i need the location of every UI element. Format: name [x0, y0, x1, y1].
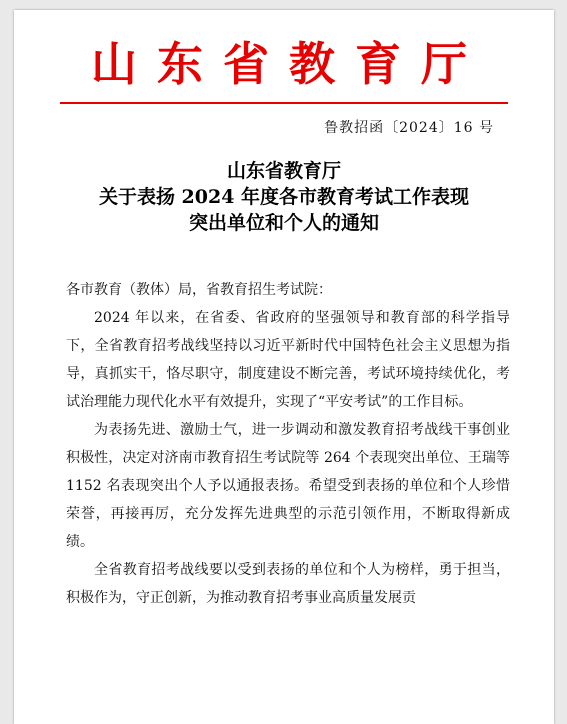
paragraph-2: 为表扬先进、激励士气，进一步调动和激发教育招考战线干事创业积极性，决定对济南市教育招生考试院等 264 个表现突出单位、王瑞等 1152 名表现突出个人予以通报表扬。希望受到表扬的单位和个人珍惜荣誉，再接再厉，充分发挥先进典型的示范引领作用，不断取得新成绩。 — [66, 422, 510, 550]
paragraph-3: 全省教育招考战线要以受到表扬的单位和个人为榜样，勇于担当，积极作为，守正创新，为推动教育招考事业高质量发展贡 — [66, 562, 510, 606]
notice-body — [66, 276, 510, 612]
red-divider-line — [60, 102, 508, 104]
title-line-1: 山东省教育厅 — [226, 160, 341, 182]
document-page — [14, 10, 554, 724]
paragraph-1: 2024 年以来，在省委、省政府的坚强领导和教育部的科学指导下，全省教育招考战线坚持以习近平新时代中国特色社会主义思想为指导，真抓实干，恪尽职守，制度建设不断完善，考试环境持续优化，考试治理能力现代化水平有效提升，实现了“平安考试”的工作目标。 — [66, 310, 510, 410]
notice-title — [14, 158, 554, 236]
masthead-title: 山东省教育厅 — [91, 37, 487, 91]
title-line-2: 关于表扬 2024 年度各市教育考试工作表现 — [98, 186, 470, 208]
title-line-3: 突出单位和个人的通知 — [188, 212, 379, 234]
salutation: 各市教育（教体）局，省教育招生考试院： — [66, 282, 332, 298]
document-number: 鲁教招函〔2024〕16 号 — [324, 120, 494, 136]
